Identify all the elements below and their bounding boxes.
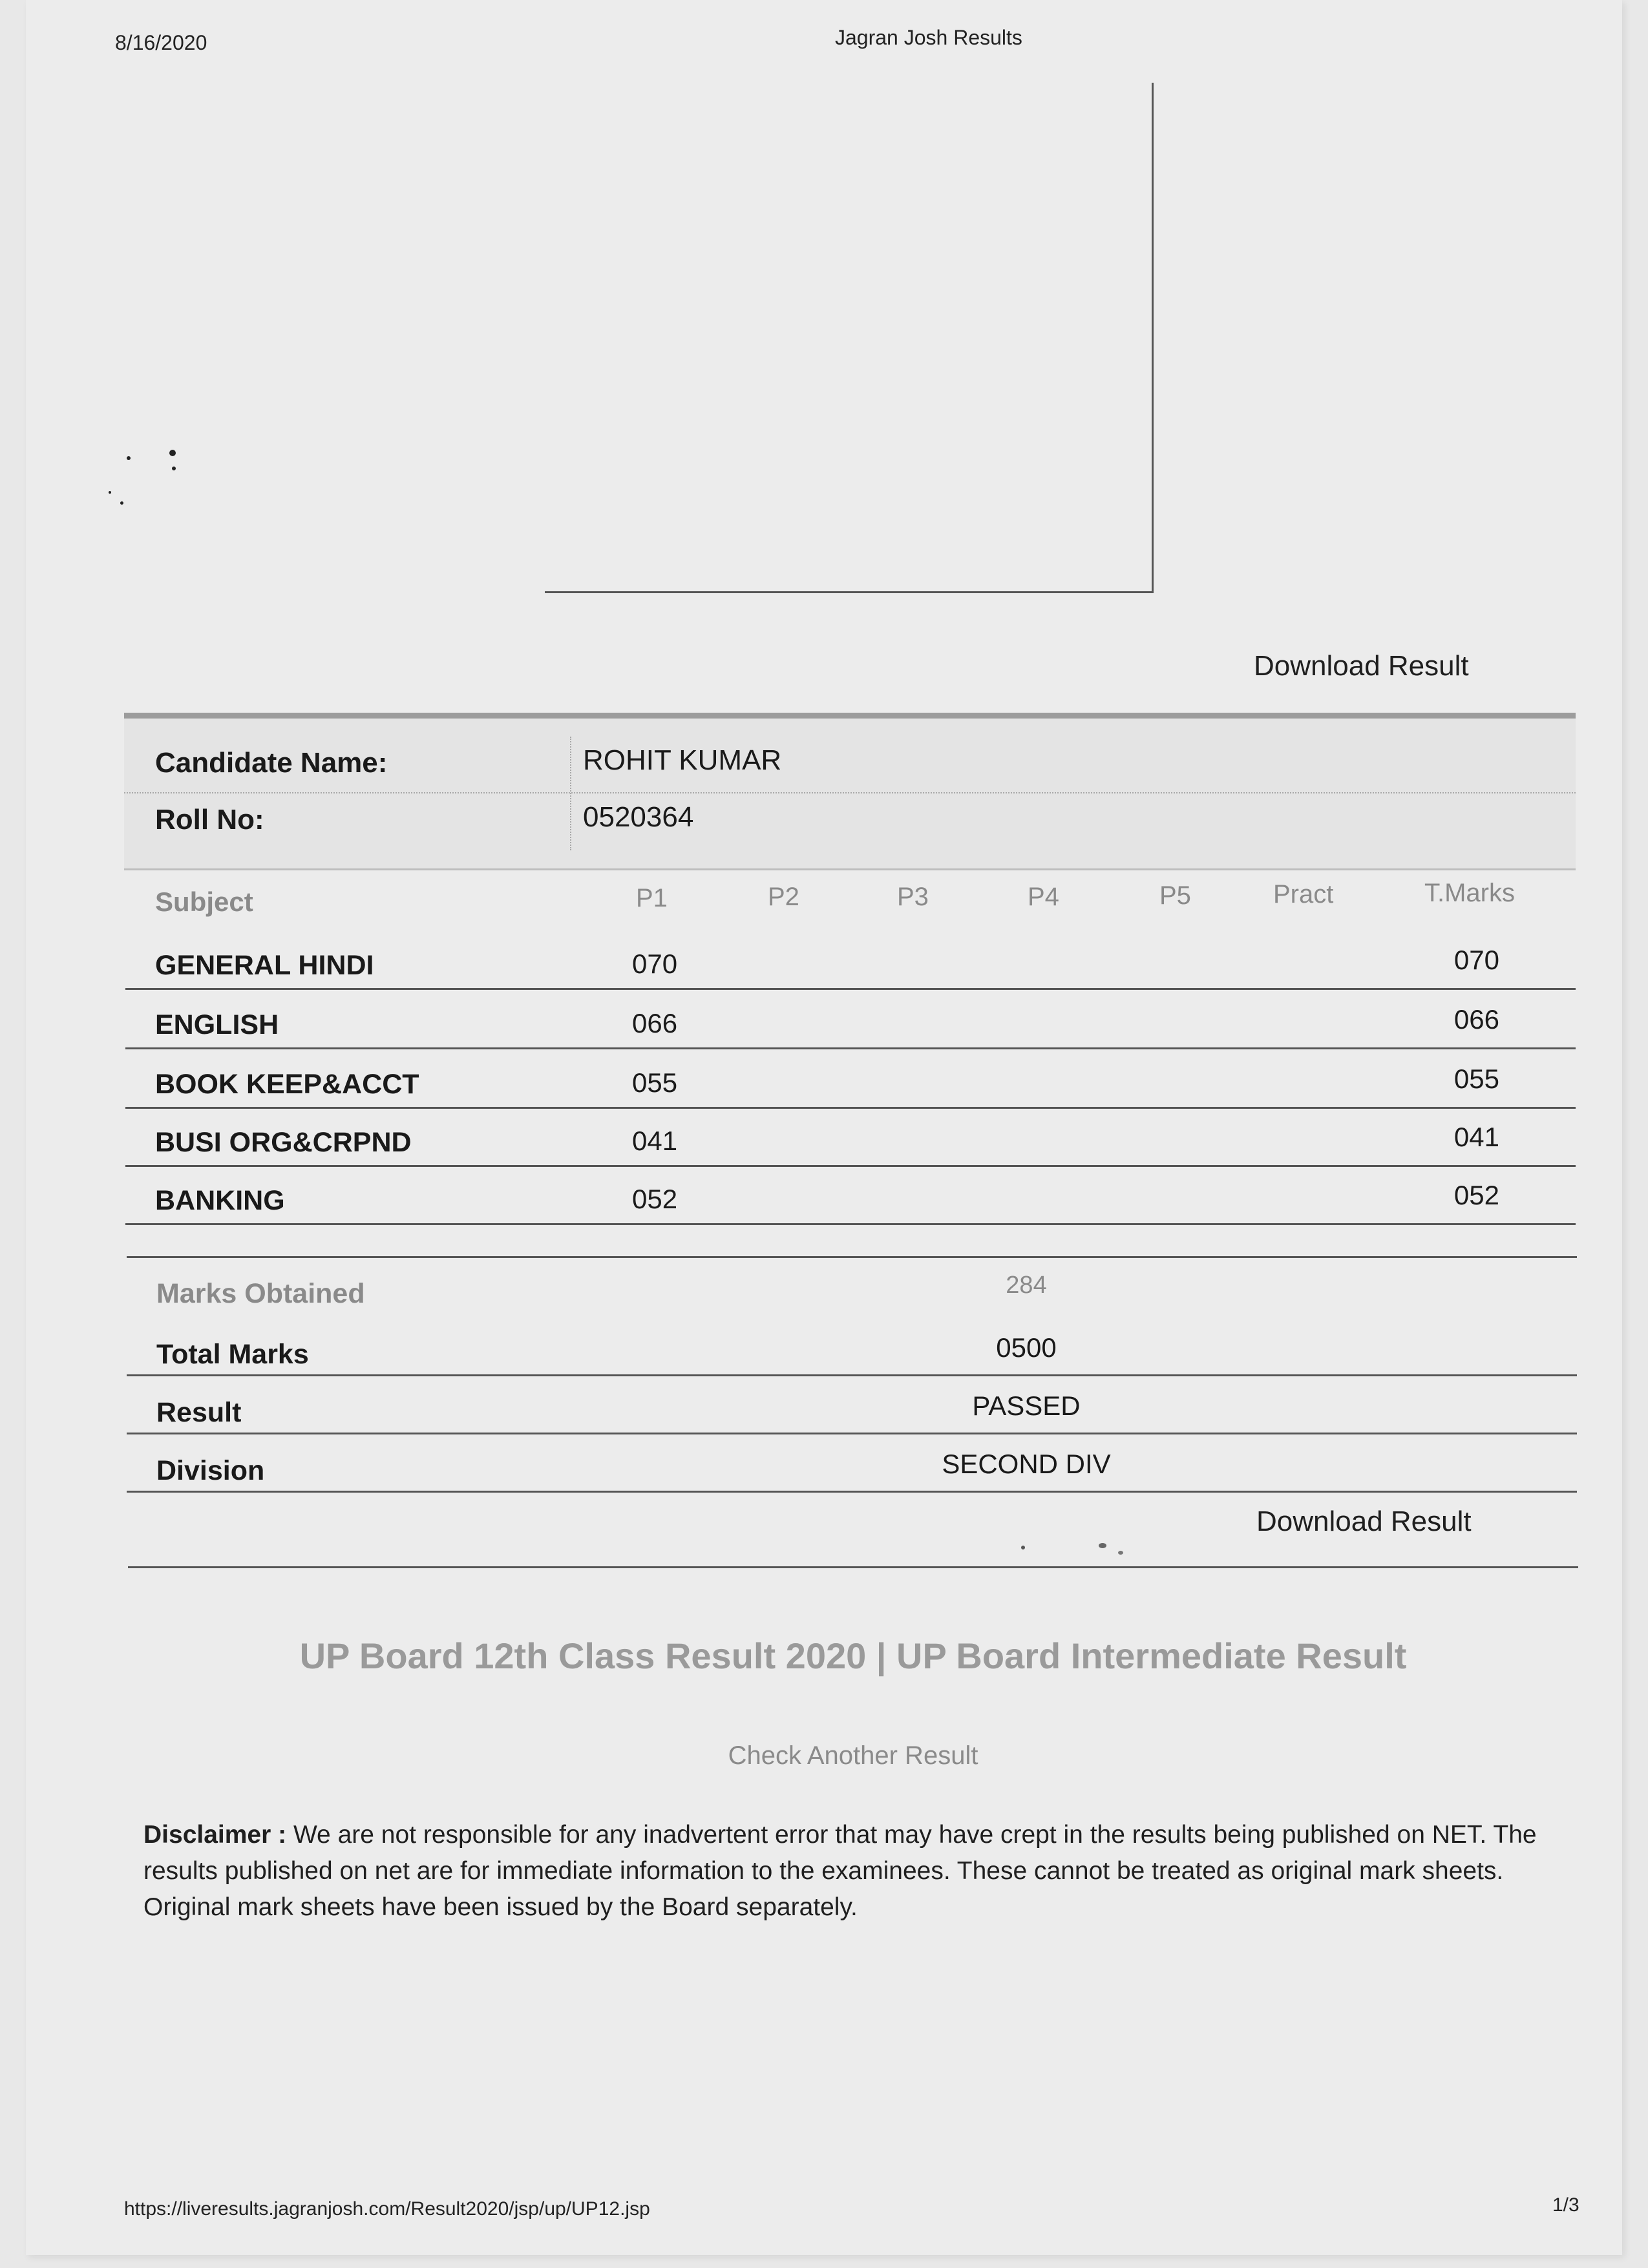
marks-obtained-value: 284 [1006, 1272, 1047, 1299]
table-row [125, 1108, 1576, 1167]
candidate-name-label: Candidate Name: [155, 747, 388, 779]
print-footer-url: https://liveresults.jagranjosh.com/Result2020/jsp/up/UP12.jsp [124, 2198, 650, 2220]
column-header-total-marks: T.Marks [1424, 879, 1515, 907]
p1-mark: 055 [632, 1067, 678, 1098]
disclaimer [143, 1817, 1552, 1926]
candidate-info-box [124, 713, 1576, 870]
scan-speck [120, 501, 123, 505]
print-page-number: 1/3 [1552, 2194, 1579, 2216]
column-header-p5: P5 [1159, 881, 1191, 910]
column-header-subject: Subject [155, 887, 253, 917]
division-value: SECOND DIV [942, 1449, 1111, 1479]
table-row [125, 1166, 1576, 1225]
subject-name: BOOK KEEP&ACCT [155, 1069, 419, 1100]
result-value: PASSED [972, 1391, 1081, 1421]
scan-speck [1118, 1551, 1123, 1555]
division-row [127, 1434, 1577, 1493]
total-marks-label: Total Marks [156, 1339, 309, 1370]
scan-speck [172, 467, 176, 470]
subject-name: BANKING [155, 1185, 285, 1216]
roll-number-label: Roll No: [155, 804, 264, 835]
result-label: Result [156, 1397, 242, 1428]
check-another-result-link[interactable]: Check Another Result [728, 1741, 978, 1770]
candidate-name-row [124, 737, 1576, 793]
disclaimer-label: Disclaimer : [143, 1821, 287, 1849]
roll-number-value: 0520364 [583, 801, 694, 833]
p1-mark: 066 [632, 1008, 678, 1038]
column-header-p4: P4 [1028, 883, 1059, 911]
table-row [125, 1049, 1576, 1109]
total-mark: 041 [1453, 1122, 1499, 1152]
total-mark: 066 [1453, 1004, 1499, 1034]
download-divider [128, 1566, 1578, 1568]
total-marks-row [127, 1318, 1577, 1376]
p1-mark: 070 [632, 949, 678, 979]
p1-mark: 052 [632, 1184, 678, 1214]
scan-speck [1099, 1543, 1106, 1548]
subject-name: BUSI ORG&CRPND [155, 1127, 412, 1158]
marks-obtained-row [127, 1257, 1577, 1316]
total-mark: 052 [1453, 1180, 1499, 1210]
p1-mark: 041 [632, 1126, 678, 1156]
scan-speck [127, 456, 131, 460]
roll-number-row [124, 793, 1576, 850]
candidate-name-value: ROHIT KUMAR [583, 744, 782, 776]
download-result-link-top[interactable]: Download Result [1254, 650, 1469, 682]
total-mark: 070 [1453, 945, 1499, 975]
subject-name: GENERAL HINDI [155, 950, 374, 981]
candidate-photo-frame [545, 83, 1154, 593]
scan-speck [109, 491, 111, 494]
scan-speck [169, 450, 176, 456]
column-header-p1: P1 [636, 884, 668, 912]
result-row [127, 1376, 1577, 1434]
download-result-link-bottom[interactable]: Download Result [1256, 1506, 1472, 1537]
subject-name: ENGLISH [155, 1009, 279, 1040]
division-label: Division [156, 1455, 265, 1486]
column-header-pract: Pract [1273, 880, 1334, 908]
print-title: Jagran Josh Results [835, 26, 1022, 49]
column-header-p3: P3 [897, 883, 929, 911]
marks-obtained-label: Marks Obtained [156, 1278, 365, 1309]
disclaimer-text: We are not responsible for any inadvertent error that may have crept in the results being published on NET. The results published on net are for immediate information to the examinees. These cannot be treated as original mark sheets. Original mark sheets have been issued by the Board separately. [143, 1821, 1537, 1921]
page-heading: UP Board 12th Class Result 2020 | UP Board Intermediate Result [299, 1635, 1407, 1676]
table-row [125, 990, 1576, 1049]
total-marks-value: 0500 [996, 1332, 1057, 1363]
print-date: 8/16/2020 [115, 31, 207, 54]
total-mark: 055 [1453, 1064, 1499, 1094]
scan-speck [1021, 1546, 1025, 1549]
table-row [125, 930, 1576, 990]
column-header-p2: P2 [768, 883, 799, 911]
